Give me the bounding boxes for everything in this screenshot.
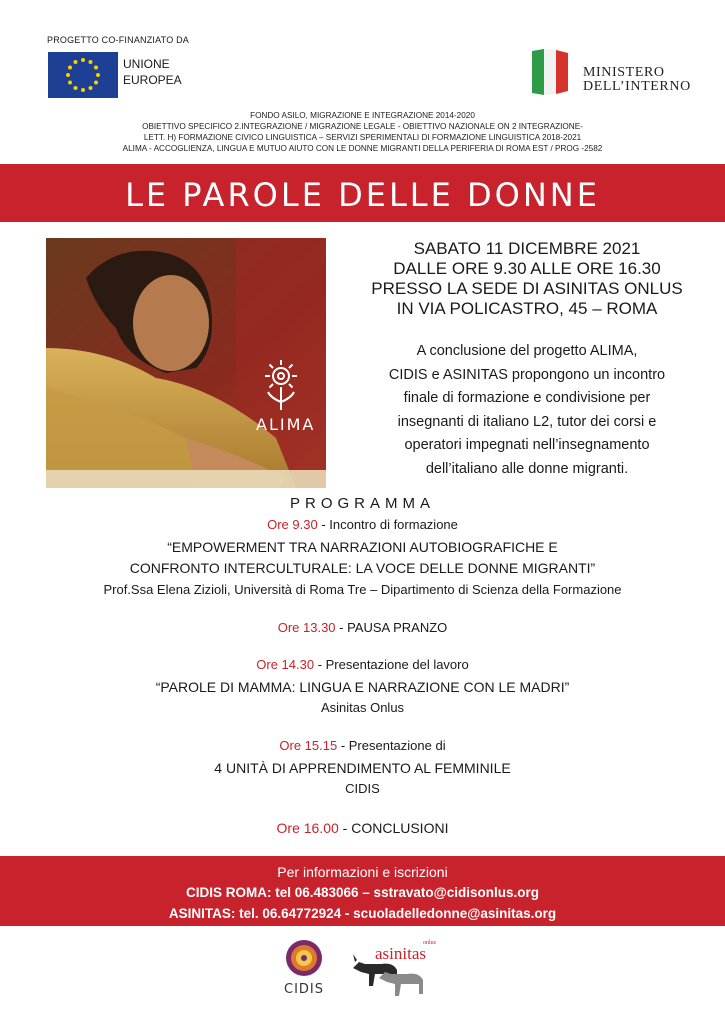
intro-line-6: dell’italiano alle donne migranti. (425, 460, 629, 477)
session-1-title-2: CONFRONTO INTERCULTURALE: LA VOCE DELLE DONNE MIGRANTI” (129, 560, 596, 576)
event-venue: PRESSO LA SEDE DI ASINITAS ONLUS (371, 279, 683, 298)
info-cidis-contact[interactable]: CIDIS ROMA: tel 06.483066 – sstravato@cidisonlus.org (185, 885, 540, 900)
intro-line-3: finale di formazione e condivisione per (403, 390, 651, 406)
fund-line-4: ALIMA - ACCOGLIENZA, LINGUA E MUTUO AIUTO CON LE DONNE MIGRANTI DELLA PERIFERIA DI ROMA EST / PROG -2582 (122, 144, 603, 153)
cidis-logo (284, 938, 324, 978)
asinitas-logo (345, 938, 455, 1000)
session-3-header (0, 657, 725, 672)
session-5-header (0, 820, 725, 836)
eu-name (123, 56, 182, 88)
flower-icon (256, 356, 306, 412)
event-date: SABATO 11 DICEMBRE 2021 (413, 239, 641, 258)
fund-line-2: OBIETTIVO SPECIFICO 2.INTEGRAZIONE / MIGRAZIONE LEGALE - OBIETTIVO NAZIONALE ON 2 INTEGRAZIONE- (142, 122, 583, 131)
italian-flag-logo (530, 47, 570, 97)
session-3-speaker: Asinitas Onlus (320, 700, 405, 715)
session-4-time: Ore 15.15 (279, 738, 338, 753)
session-1-label: - Incontro di formazione (317, 517, 458, 532)
session-1-time: Ore 9.30 (267, 517, 318, 532)
ministry-line-1: MINISTERO (583, 65, 665, 80)
event-time: DALLE ORE 9.30 ALLE ORE 16.30 (393, 259, 661, 278)
session-4-header (0, 738, 725, 753)
session-1-header (0, 517, 725, 532)
session-3-time: Ore 14.30 (256, 657, 315, 672)
woman-photo (46, 238, 326, 488)
alima-logo-text: ALIMA (256, 415, 316, 434)
cidis-logo-text: CIDIS (284, 982, 325, 997)
session-1-speaker: Prof.Ssa Elena Zizioli, Università di Roma Tre – Dipartimento di Scienza della Formazione (103, 582, 622, 597)
cofinanced-label: PROGETTO CO-FINANZIATO DA (47, 35, 190, 45)
eu-stars-icon (48, 52, 118, 98)
info-heading: Per informazioni e iscrizioni (277, 864, 448, 880)
italian-flag-icon (530, 47, 570, 97)
program-title: PROGRAMMA (289, 495, 435, 512)
eu-line-2: EUROPEA (123, 73, 182, 87)
alima-logo (256, 356, 316, 434)
eu-flag-logo (48, 52, 118, 98)
session-2-header (0, 620, 725, 635)
session-2-time: Ore 13.30 (277, 620, 336, 635)
session-4-label: - Presentazione di (337, 738, 446, 753)
session-4-title: 4 UNITÀ DI APPRENDIMENTO AL FEMMINILE (214, 760, 511, 776)
asinitas-logo-text: asinitas (375, 944, 426, 963)
cidis-mandala-icon (284, 938, 324, 978)
intro-line-1: A conclusione del progetto ALIMA, (416, 343, 638, 359)
ministry-line-2: DELL’INTERNO (583, 79, 691, 94)
page-title: LE PAROLE DELLE DONNE (125, 176, 600, 214)
session-1-title-1: “EMPOWERMENT TRA NARRAZIONI AUTOBIOGRAFICHE E (167, 539, 558, 555)
intro-line-5: operatori impegnati nell’insegnamento (404, 437, 650, 453)
session-3-label: - Presentazione del lavoro (314, 657, 469, 672)
intro-line-4: insegnanti di italiano L2, tutor dei corsi e (397, 413, 657, 430)
event-address: IN VIA POLICASTRO, 45 – ROMA (396, 299, 658, 318)
session-3-title: “PAROLE DI MAMMA: LINGUA E NARRAZIONE CON LE MADRI” (155, 679, 570, 695)
ministry-name (583, 66, 691, 94)
info-asinitas-contact[interactable]: ASINITAS: tel. 06.64772924 - scuoladelledonne@asinitas.org (168, 906, 557, 921)
session-4-speaker: CIDIS (345, 781, 380, 796)
session-2-label: - PAUSA PRANZO (335, 620, 448, 635)
asinitas-logo-small: onlus (423, 940, 437, 946)
session-5-time: Ore 16.00 (276, 820, 339, 836)
fund-line-3: LETT. H) FORMAZIONE CIVICO LINGUISTICA – SERVIZI SPERIMENTALI DI FORMAZIONE LINGUISTICA 2018-2021 (143, 133, 582, 142)
fund-description (0, 110, 725, 154)
session-5-label: - CONCLUSIONI (338, 820, 449, 836)
intro-line-2: CIDIS e ASINITAS propongono un incontro (388, 366, 666, 383)
event-details (332, 239, 722, 319)
event-intro (332, 340, 722, 481)
fund-line-1: FONDO ASILO, MIGRAZIONE E INTEGRAZIONE 2014-2020 (250, 111, 475, 120)
eu-line-1: UNIONE (123, 57, 170, 71)
